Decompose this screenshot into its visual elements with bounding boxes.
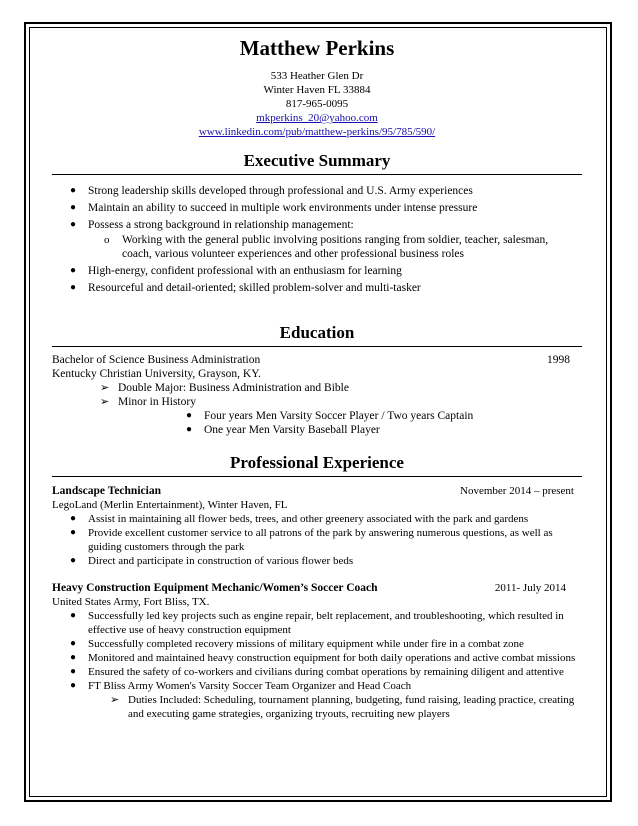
job-entry: [52, 484, 582, 568]
list-item: ➢ Minor in History: [100, 396, 196, 408]
summary-divider: [52, 174, 582, 175]
bullet-icon: ●: [70, 282, 77, 293]
job-bullets: [70, 609, 578, 693]
bullet-icon: ●: [70, 527, 77, 538]
bullet-icon: ●: [70, 513, 77, 524]
bullet-icon: ●: [70, 610, 77, 621]
list-item: ● One year Men Varsity Baseball Player: [186, 424, 380, 436]
list-item: ● Possess a strong background in relationship management:: [70, 219, 354, 231]
experience-divider: [52, 476, 582, 477]
bullet-icon: ●: [70, 680, 77, 691]
degree-name: Bachelor of Science Business Administration: [52, 354, 261, 366]
education-divider: [52, 346, 582, 347]
summary-title: Executive Summary: [243, 151, 391, 170]
degree-year: 1998: [547, 354, 570, 366]
bullet-icon: ●: [70, 185, 77, 196]
list-item: ● Resourceful and detail-oriented; skilled problem-solver and multi-tasker: [70, 282, 421, 294]
list-item-sub: o Working with the general public involving positions ranging from soldier, teacher, salesman, coach, various volunteer experiences and other professional business roles: [104, 234, 549, 260]
list-item: ● Strong leadership skills developed through professional and U.S. Army experiences: [70, 185, 473, 197]
list-item: ● Direct and participate in construction of various flower beds: [70, 555, 354, 567]
education-title: Education: [279, 323, 355, 342]
bullet-icon: ●: [70, 638, 77, 649]
linkedin-link[interactable]: www.linkedin.com/pub/matthew-perkins/95/785/590/: [198, 126, 436, 138]
bullet-icon: ●: [70, 666, 77, 677]
summary-section: [52, 151, 582, 295]
email-link[interactable]: mkperkins_20@yahoo.com: [256, 112, 378, 124]
resume-header: [52, 36, 582, 139]
list-item: ● Provide excellent customer service to all patrons of the park by answering numerous questions, as well as guiding customers through the park: [70, 527, 553, 553]
list-item: ● Ensured the safety of co-workers and civilians during combat operations by remaining diligent and attentive: [70, 666, 564, 678]
job-header: [52, 581, 566, 595]
job-bullets: [70, 512, 578, 568]
job-title: Landscape Technician: [52, 485, 161, 497]
list-item: ● FT Bliss Army Women's Varsity Soccer Team Organizer and Head Coach: [70, 680, 412, 692]
list-item: ● Successfully completed recovery missions of military equipment while under fire in a combat zone: [70, 638, 524, 650]
job-dates: November 2014 – present: [460, 485, 574, 497]
bullet-icon: ●: [70, 265, 77, 276]
athletics-list: [186, 409, 564, 437]
bullet-icon: ●: [70, 652, 77, 663]
list-item: ● Assist in maintaining all flower beds, trees, and other greenery associated with the park and gardens: [70, 513, 529, 525]
list-item: ● Monitored and maintained heavy construction equipment for both daily operations and active combat missions: [70, 652, 576, 664]
bullet-icon: ●: [70, 555, 77, 566]
address-line-2: Winter Haven FL 33884: [263, 84, 371, 96]
bullet-icon: ●: [186, 410, 193, 421]
list-item-sub: ➢ Duties Included: Scheduling, tournament planning, budgeting, fund raising, leading practice, creating and executing game strategies, organizing tryouts, recruiting new players: [110, 694, 575, 720]
list-item: ● Four years Men Varsity Soccer Player / Two years Captain: [186, 410, 474, 422]
degree-row: [52, 353, 570, 367]
list-item: ● Maintain an ability to succeed in multiple work environments under intense pressure: [70, 202, 478, 214]
bullet-icon: ●: [70, 202, 77, 213]
job-title: Heavy Construction Equipment Mechanic/Women’s Soccer Coach: [52, 582, 378, 594]
bullet-icon: ●: [70, 219, 77, 230]
school-name: Kentucky Christian University, Grayson, KY.: [52, 368, 261, 380]
phone-number: 817-965-0095: [285, 98, 349, 110]
experience-section: [52, 453, 582, 721]
majors-list: [100, 381, 538, 409]
arrow-bullet-icon: ➢: [110, 694, 120, 706]
job-sub-bullets: [110, 693, 578, 721]
education-section: [52, 323, 582, 437]
job-employer: LegoLand (Merlin Entertainment), Winter Haven, FL: [52, 499, 288, 511]
experience-title: Professional Experience: [230, 453, 404, 472]
arrow-bullet-icon: ➢: [100, 382, 110, 394]
bullet-icon: ●: [186, 424, 193, 435]
job-header: [52, 484, 574, 498]
arrow-bullet-icon: ➢: [100, 396, 110, 408]
circle-bullet-icon: o: [104, 234, 110, 246]
candidate-name: Matthew Perkins: [239, 36, 395, 60]
job-employer: United States Army, Fort Bliss, TX.: [52, 596, 210, 608]
job-dates: 2011- July 2014: [494, 582, 566, 594]
summary-list: [70, 184, 558, 295]
list-item: ● High-energy, confident professional with an enthusiasm for learning: [70, 265, 402, 277]
list-item: ● Successfully led key projects such as engine repair, belt replacement, and troubleshooting, which resulted in effective use of heavy construction equipment: [70, 610, 564, 636]
resume-content: [52, 36, 582, 721]
job-entry: [52, 581, 582, 721]
address-line-1: 533 Heather Glen Dr: [270, 70, 364, 82]
list-item: ➢ Double Major: Business Administration and Bible: [100, 382, 349, 394]
